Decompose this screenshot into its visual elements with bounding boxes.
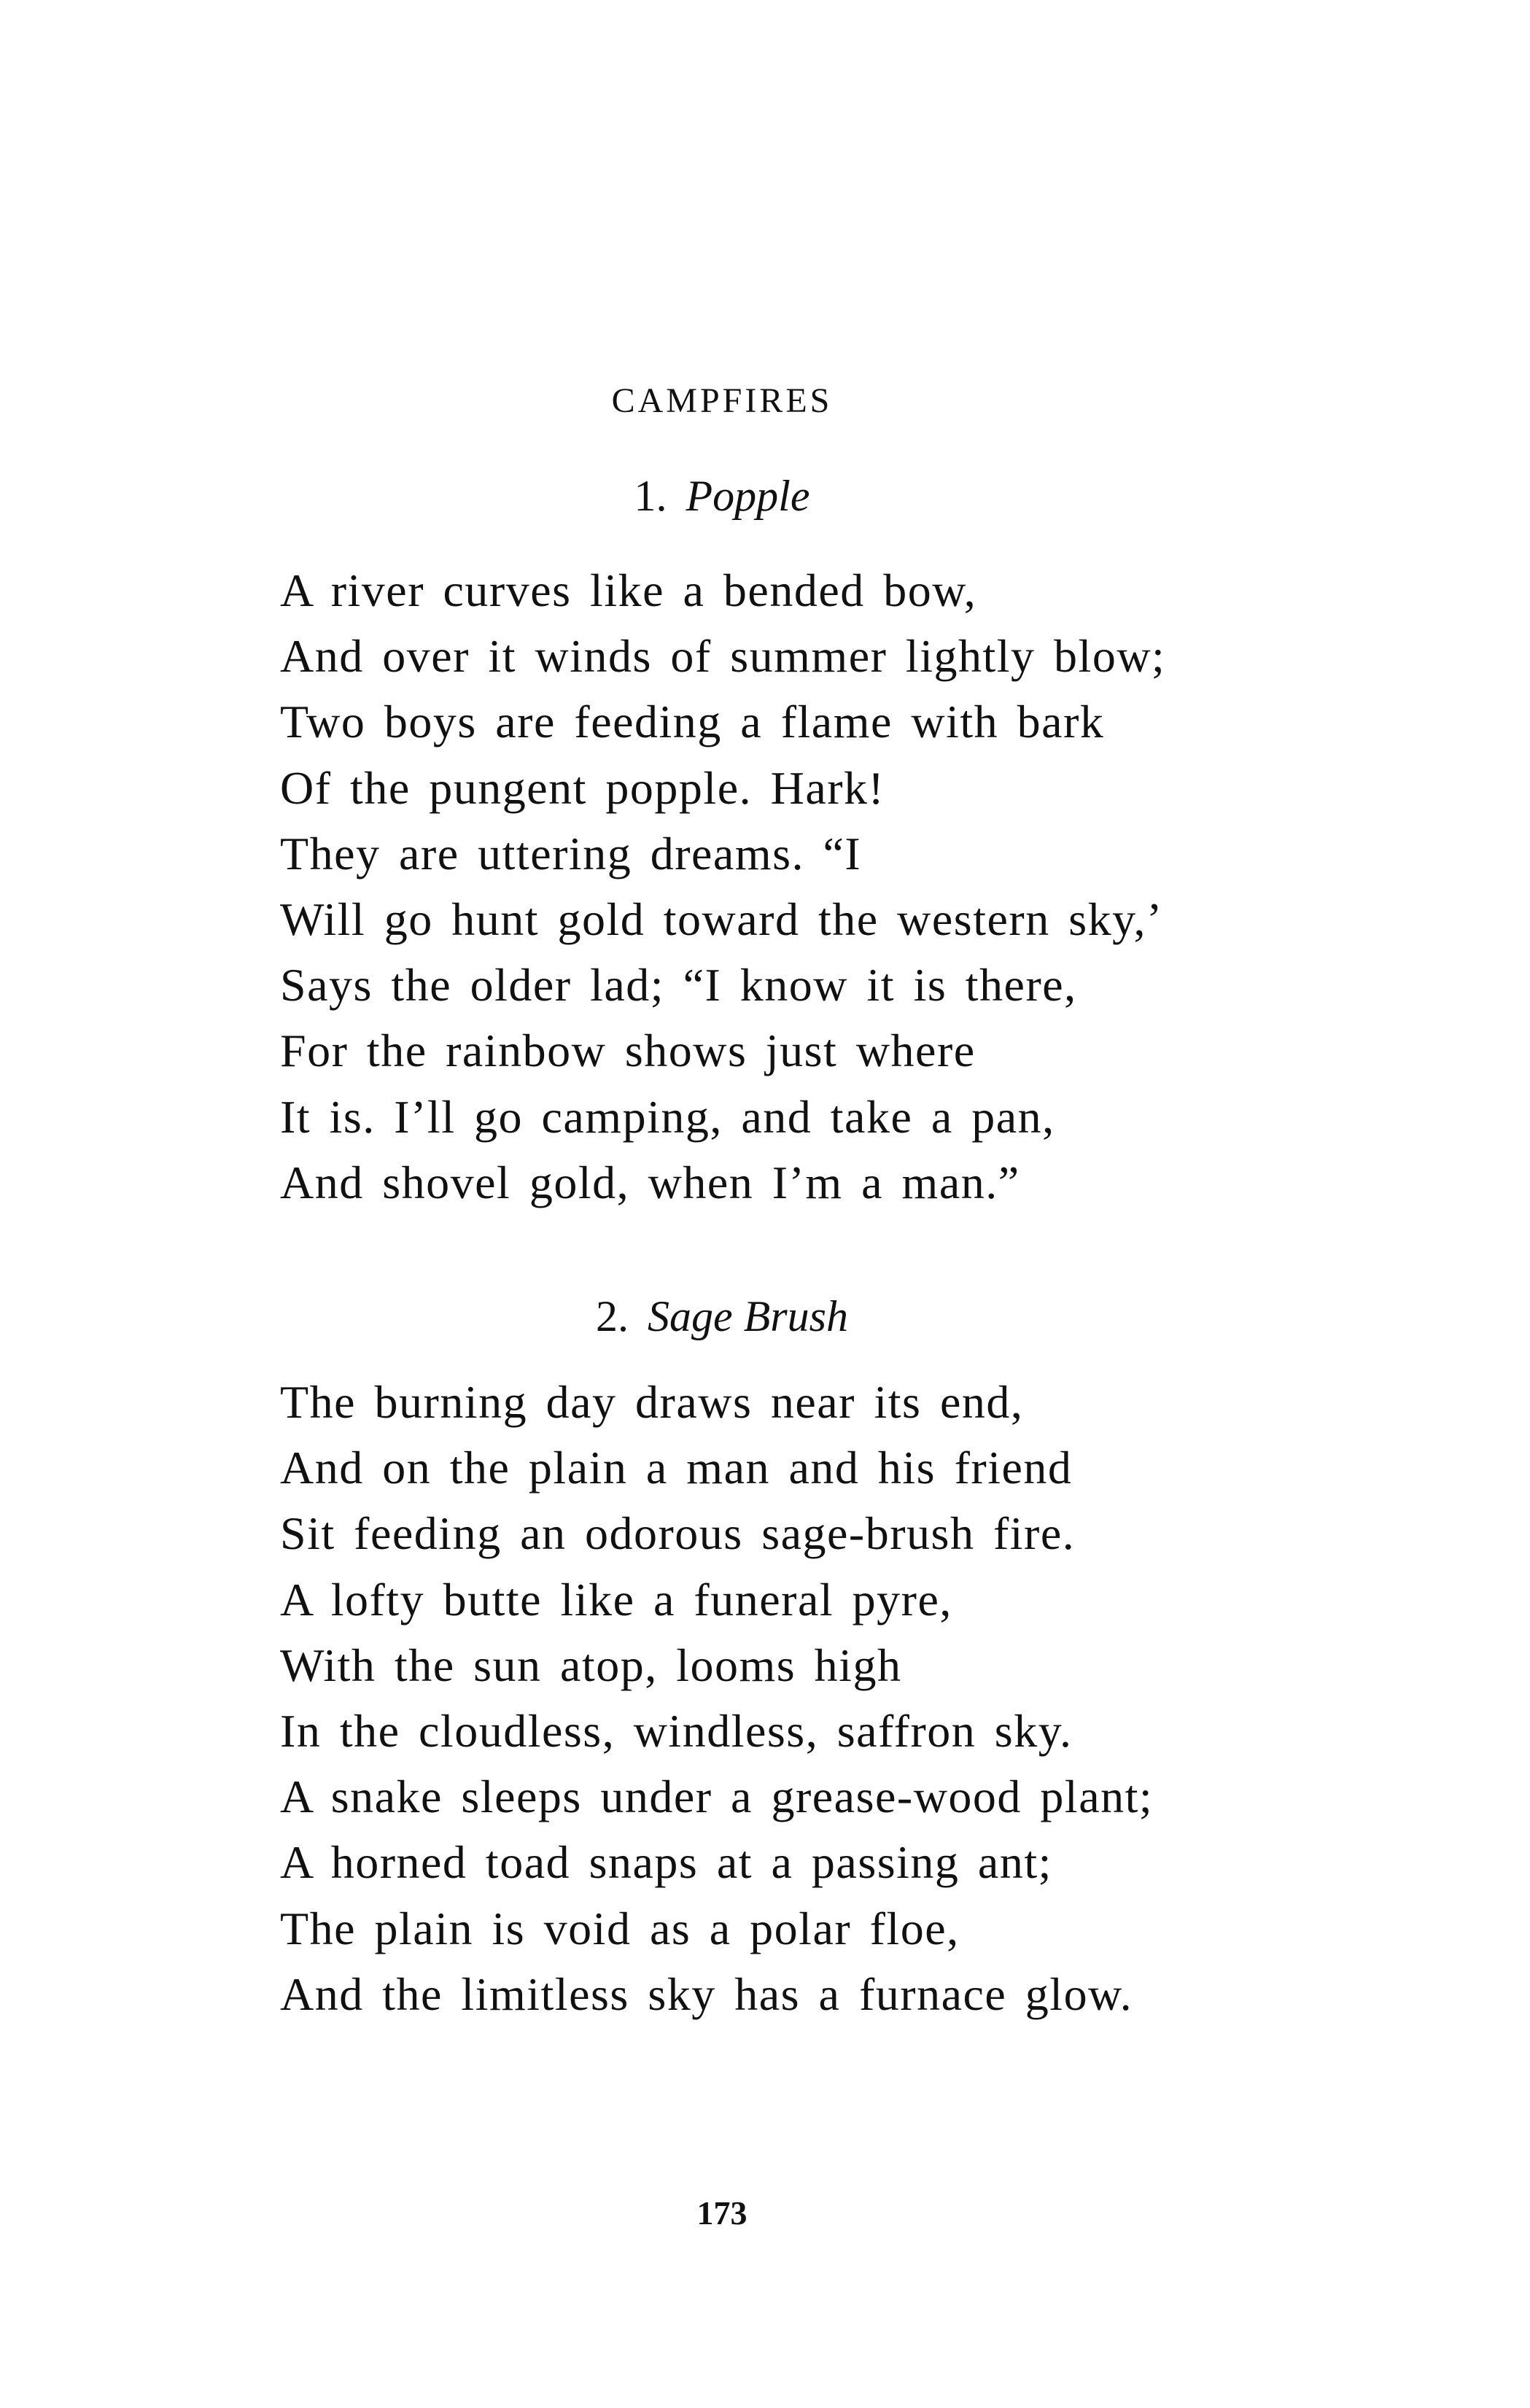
poem-line: Says the older lad; “I know it is there, xyxy=(280,959,1077,1011)
section-title-sage-brush xyxy=(0,1287,1444,1345)
section-name: Popple xyxy=(686,472,810,520)
page-heading: CAMPFIRES xyxy=(611,381,833,420)
poem-line: For the rainbow shows just where xyxy=(280,1025,976,1077)
poem-line: In the cloudless, windless, saffron sky. xyxy=(280,1704,1073,1757)
poem-line: Will go hunt gold toward the western sky,’ xyxy=(280,893,1163,945)
poem-stanza-sage-brush xyxy=(280,1370,1301,2027)
section-title-popple xyxy=(0,467,1444,525)
section-number: 1. xyxy=(634,472,667,520)
poem-line: And on the plain a man and his friend xyxy=(280,1442,1073,1494)
poem-line: And shovel gold, when I’m a man.” xyxy=(280,1156,1020,1208)
poem-line: Two boys are feeding a flame with bark xyxy=(280,696,1105,748)
poem-line: A horned toad snaps at a passing ant; xyxy=(280,1836,1052,1889)
poem-line: The burning day draws near its end, xyxy=(280,1376,1024,1428)
section-number: 2. xyxy=(596,1292,629,1340)
poem-line: And over it winds of summer lightly blow; xyxy=(280,630,1166,683)
poem-line: A river curves like a bended bow, xyxy=(280,564,977,616)
poem-line: The plain is void as a polar floe, xyxy=(280,1902,960,1954)
section-name: Sage Brush xyxy=(648,1292,848,1340)
poem-line: A snake sleeps under a grease-wood plant; xyxy=(280,1771,1154,1823)
poem-line: With the sun atop, looms high xyxy=(280,1639,902,1691)
poem-line: They are uttering dreams. “I xyxy=(280,827,862,879)
poem-line: It is. I’ll go camping, and take a pan, xyxy=(280,1090,1055,1143)
page-number: 173 xyxy=(696,2194,747,2232)
poem-line: A lofty butte like a funeral pyre, xyxy=(280,1573,952,1626)
poem-line: And the limitless sky has a furnace glow. xyxy=(280,1968,1133,2020)
poem-stanza-popple xyxy=(280,558,1301,1216)
poem-line: Sit feeding an odorous sage-brush fire. xyxy=(280,1507,1076,1560)
poem-line: Of the pungent popple. Hark! xyxy=(280,761,885,814)
